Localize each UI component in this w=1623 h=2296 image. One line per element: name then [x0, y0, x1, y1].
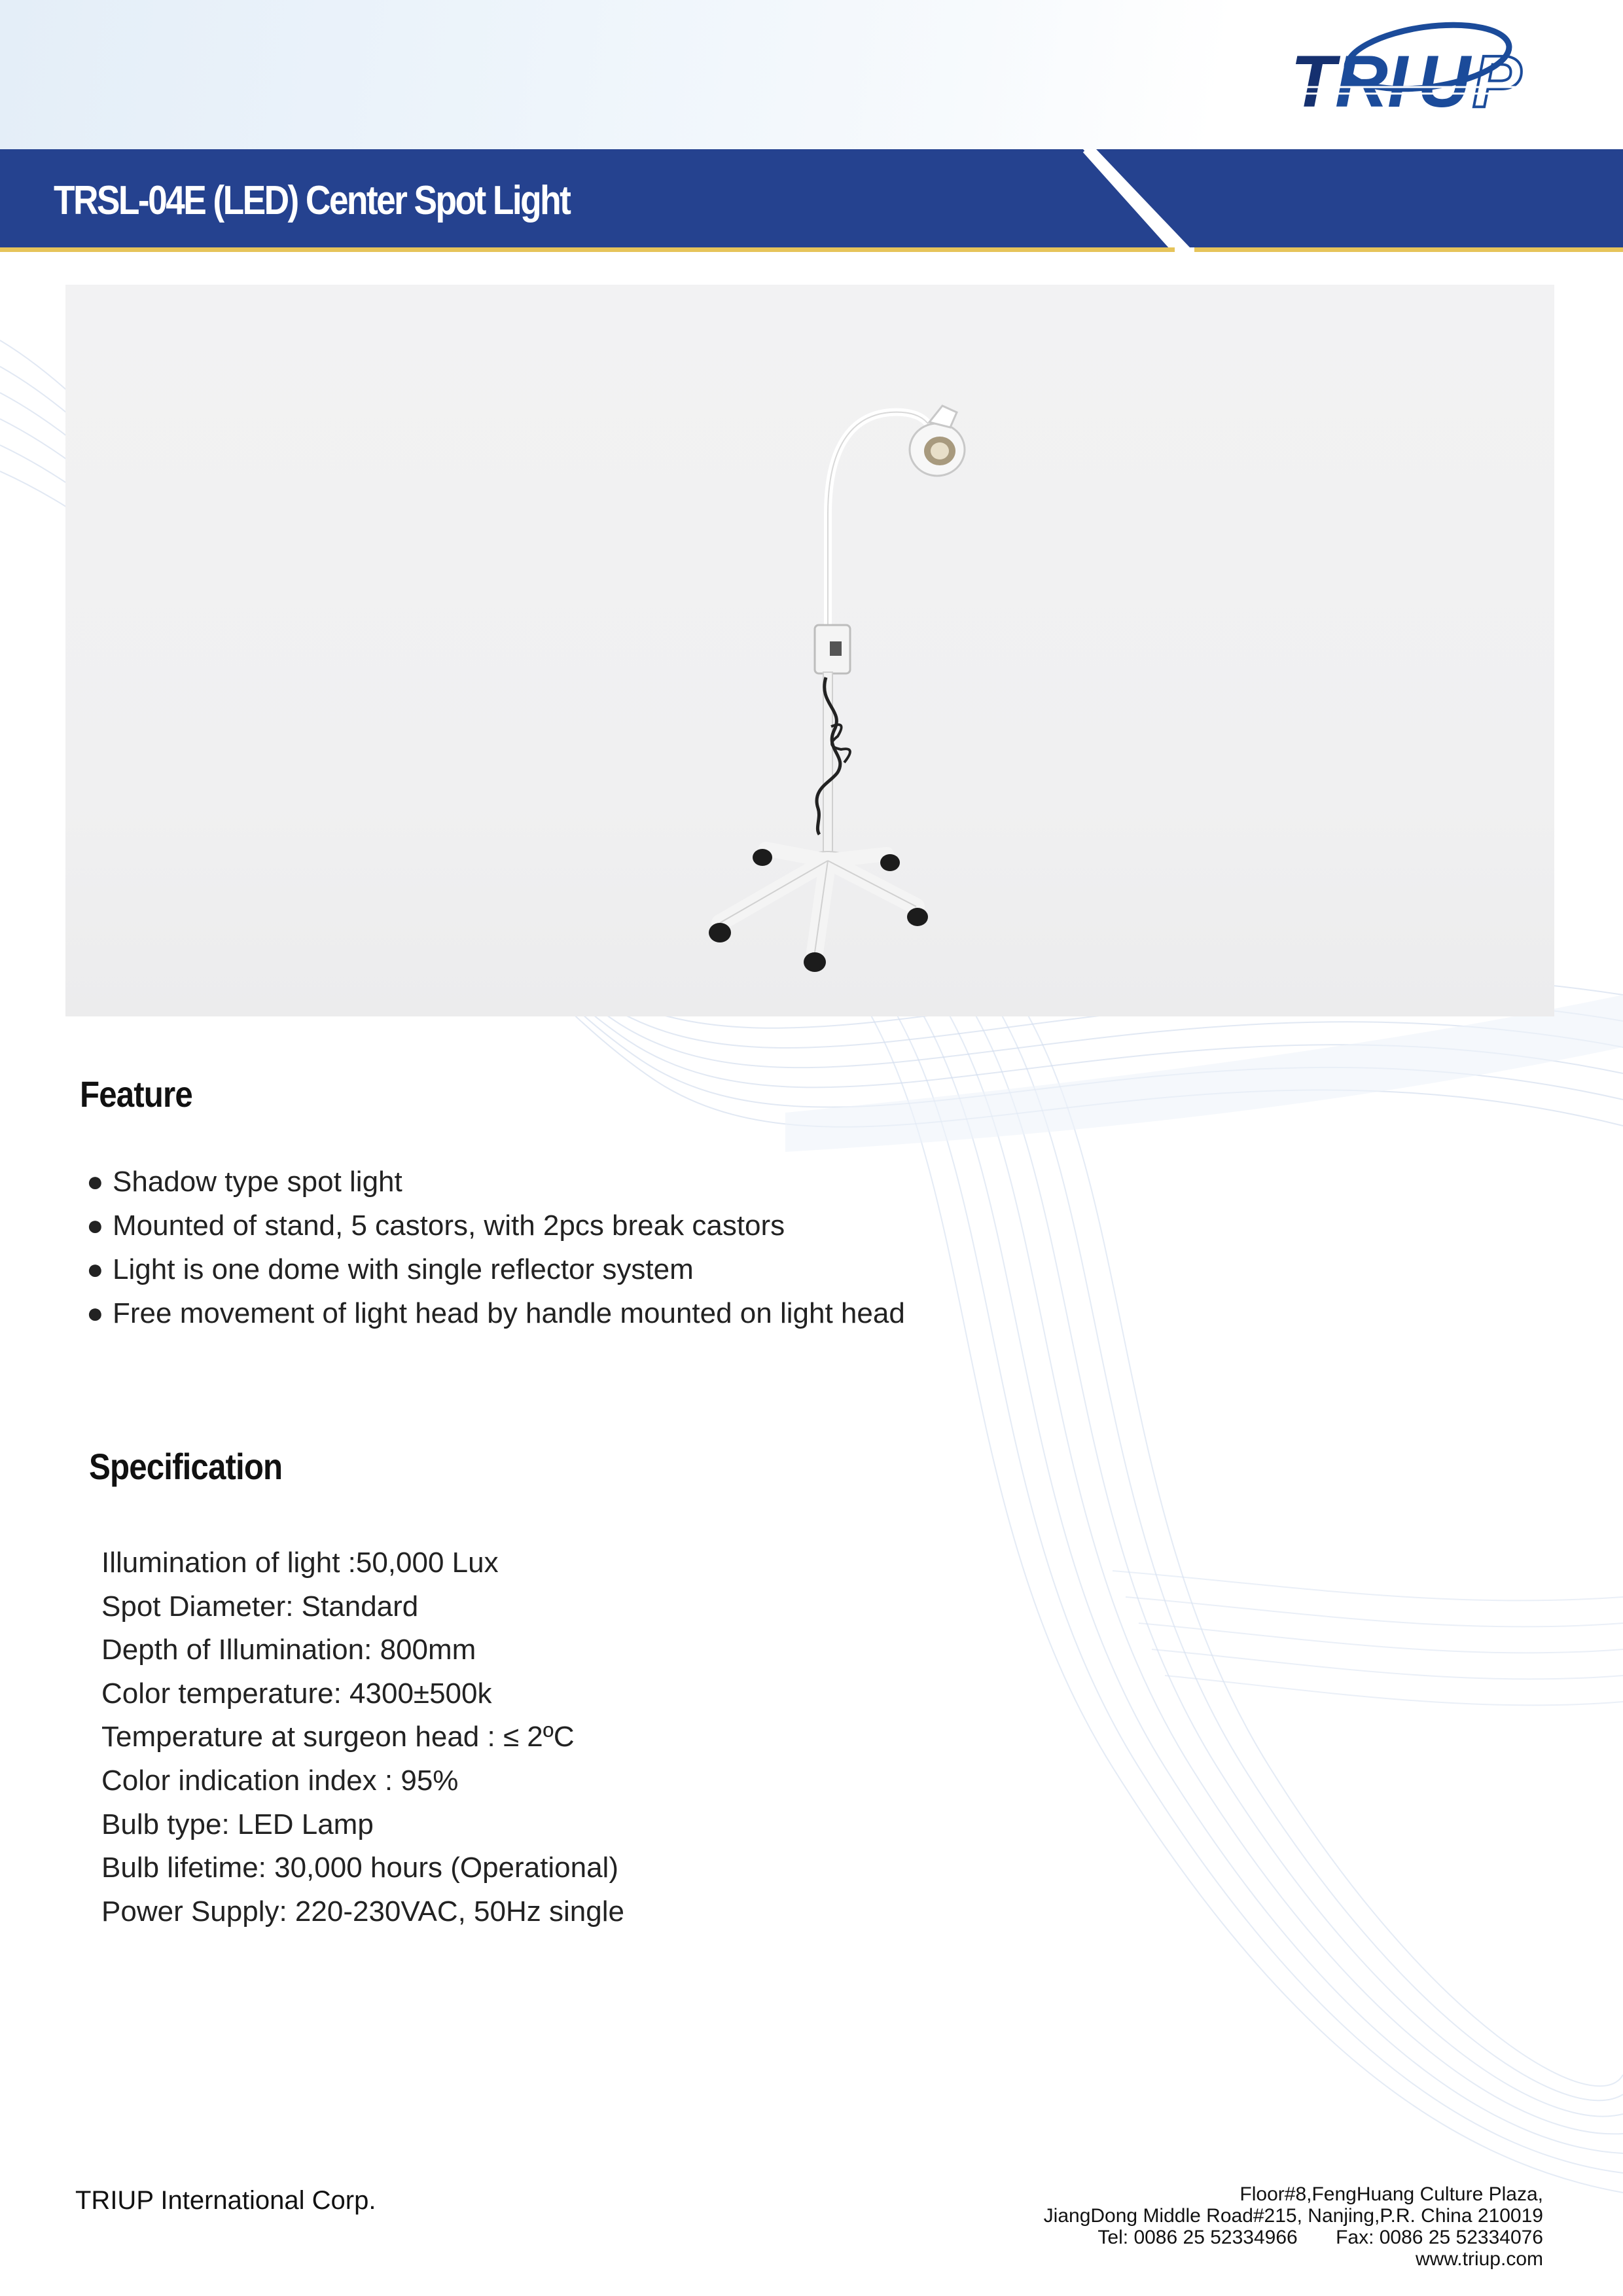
triup-logo	[1289, 16, 1544, 121]
page-title: TRSL-04E (LED) Center Spot Light	[54, 178, 570, 223]
feature-heading: Feature	[80, 1073, 192, 1115]
specification-heading: Specification	[89, 1446, 283, 1487]
bullet-icon: ●	[86, 1210, 104, 1242]
list-item: Temperature at surgeon head : ≤ 2ºC	[101, 1721, 575, 1753]
svg-text:P: P	[1472, 41, 1522, 121]
list-item: ● Free movement of light head by handle mounted on light head	[86, 1291, 905, 1335]
list-item: Bulb type: LED Lamp	[101, 1808, 374, 1840]
fax-number: Fax: 0086 25 52334076	[1336, 2227, 1543, 2248]
list-item: Spot Diameter: Standard	[101, 1590, 419, 1623]
list-item: ● Light is one dome with single reflector system	[86, 1247, 905, 1291]
specification-list	[101, 1541, 624, 1933]
svg-text:U: U	[1418, 41, 1471, 121]
company-name: TRIUP International Corp.	[75, 2186, 376, 2215]
svg-text:I: I	[1387, 41, 1408, 121]
spot-light-stand-illustration	[654, 376, 1021, 1005]
list-item: ● Mounted of stand, 5 castors, with 2pcs break castors	[86, 1204, 905, 1247]
bullet-icon: ●	[86, 1253, 104, 1285]
company-address	[1044, 2183, 1543, 2270]
tel-number: Tel: 0086 25 52334966	[1097, 2227, 1298, 2248]
list-item: Illumination of light :50,000 Lux	[101, 1547, 499, 1579]
contact-line	[1044, 2227, 1543, 2248]
list-item: ● Shadow type spot light	[86, 1160, 905, 1204]
list-item: Bulb lifetime: 30,000 hours (Operational)	[101, 1852, 618, 1884]
address-line: JiangDong Middle Road#215, Nanjing,P.R. China 210019	[1043, 2205, 1543, 2227]
website-link[interactable]: www.triup.com	[1415, 2248, 1543, 2270]
list-item: Color indication index : 95%	[101, 1764, 459, 1797]
list-item: Depth of Illumination: 800mm	[101, 1634, 476, 1666]
list-item: Power Supply: 220-230VAC, 50Hz single	[101, 1895, 624, 1928]
feature-list	[86, 1160, 905, 1335]
svg-text:R: R	[1335, 41, 1388, 121]
bullet-icon: ●	[86, 1297, 104, 1329]
bullet-icon: ●	[86, 1166, 104, 1198]
product-photo-panel	[65, 285, 1554, 1016]
svg-text:T: T	[1291, 41, 1336, 121]
list-item: Color temperature: 4300±500k	[101, 1677, 492, 1710]
address-line: Floor#8,FengHuang Culture Plaza,	[1240, 2183, 1543, 2205]
